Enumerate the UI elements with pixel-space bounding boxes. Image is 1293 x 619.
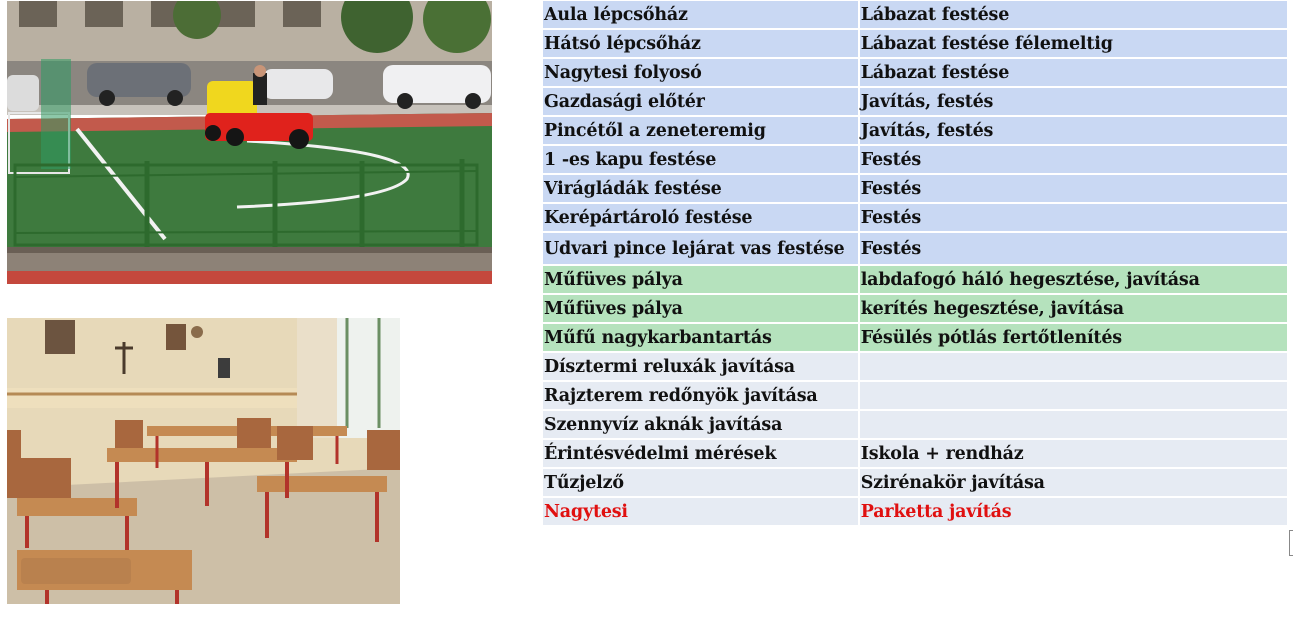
chair (115, 420, 143, 448)
task-cell: Nagytesi (543, 498, 860, 527)
table-row (543, 59, 1287, 88)
table-body (543, 1, 1287, 527)
task-cell: Aula lépcsőház (543, 1, 860, 30)
detail-cell: labdafogó háló hegesztése, javítása (860, 266, 1287, 295)
detail-cell: Lábazat festése (860, 1, 1287, 30)
chair (277, 426, 313, 460)
chair (237, 418, 271, 448)
chair (7, 458, 71, 498)
table-row (543, 233, 1287, 266)
task-cell: Virágládák festése (543, 175, 860, 204)
table-row (543, 411, 1287, 440)
table-row (543, 88, 1287, 117)
building-window (217, 1, 255, 27)
building-window (19, 1, 57, 27)
table-row (543, 1, 1287, 30)
task-cell: Gazdasági előtér (543, 88, 860, 117)
task-cell: Műfüves pálya (543, 266, 860, 295)
chair (367, 430, 400, 470)
detail-cell (860, 382, 1287, 411)
table-row (543, 266, 1287, 295)
detail-cell: Festés (860, 146, 1287, 175)
detail-cell: Fésülés pótlás fertőtlenítés (860, 324, 1287, 353)
detail-cell: Festés (860, 175, 1287, 204)
detail-cell: Szirénakör javítása (860, 469, 1287, 498)
wall-calendar (218, 358, 230, 378)
table-row (543, 204, 1287, 233)
table-row (543, 382, 1287, 411)
table-row (543, 498, 1287, 527)
table-row (543, 117, 1287, 146)
page-edge-marker (1289, 530, 1293, 556)
task-cell: Pincétől a zeneteremig (543, 117, 860, 146)
task-cell: Nagytesi folyosó (543, 59, 860, 88)
task-cell: Hátsó lépcsőház (543, 30, 860, 59)
detail-cell: Lábazat festése (860, 59, 1287, 88)
building-window (85, 1, 123, 27)
detail-cell: Festés (860, 233, 1287, 266)
classroom-illustration (7, 318, 400, 604)
maintenance-task-table (543, 1, 1287, 527)
detail-cell: Javítás, festés (860, 88, 1287, 117)
table-row (543, 146, 1287, 175)
task-cell: Rajzterem redőnyök javítása (543, 382, 860, 411)
task-cell: Szennyvíz aknák javítása (543, 411, 860, 440)
detail-cell: Javítás, festés (860, 117, 1287, 146)
mower-driver (253, 73, 267, 105)
chair (7, 430, 21, 462)
sports-field-photo (7, 1, 492, 284)
detail-cell: Iskola + rendház (860, 440, 1287, 469)
table-row (543, 295, 1287, 324)
table-row (543, 175, 1287, 204)
detail-cell: Festés (860, 204, 1287, 233)
task-cell: Műfű nagykarbantartás (543, 324, 860, 353)
task-cell: Érintésvédelmi mérések (543, 440, 860, 469)
table-row (543, 469, 1287, 498)
net-frame (41, 59, 71, 169)
task-cell: 1 -es kapu festése (543, 146, 860, 175)
car (7, 75, 39, 111)
task-cell: Kerépártároló festése (543, 204, 860, 233)
wall-clock (191, 326, 203, 338)
task-cell: Udvari pince lejárat vas festése (543, 233, 860, 266)
detail-cell: Lábazat festése félemeltig (860, 30, 1287, 59)
classroom-photo (7, 318, 400, 604)
detail-cell (860, 411, 1287, 440)
table-row (543, 30, 1287, 59)
car (263, 69, 333, 99)
detail-cell: kerítés hegesztése, javítása (860, 295, 1287, 324)
wall-picture (166, 324, 186, 350)
task-cell: Dísztermi reluxák javítása (543, 353, 860, 382)
table-row (543, 324, 1287, 353)
table-row (543, 440, 1287, 469)
task-cell: Műfüves pálya (543, 295, 860, 324)
sports-field-illustration (7, 1, 492, 284)
track-edge (7, 271, 492, 284)
wall-picture (45, 320, 75, 354)
task-cell: Tűzjelző (543, 469, 860, 498)
detail-cell: Parketta javítás (860, 498, 1287, 527)
table-row (543, 353, 1287, 382)
building-window (283, 1, 321, 27)
detail-cell (860, 353, 1287, 382)
